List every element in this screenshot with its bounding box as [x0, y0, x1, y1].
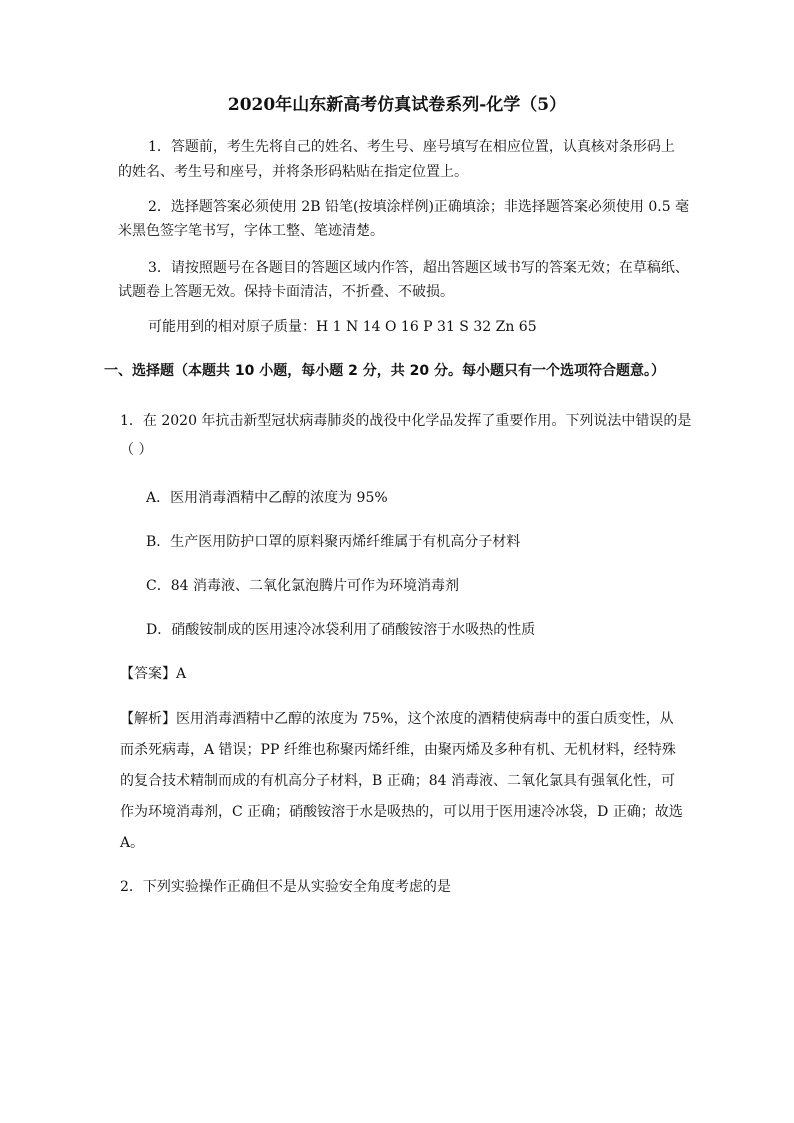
- q1-option-b: B．生产医用防护口罩的原料聚丙烯纤维属于有机高分子材料: [146, 534, 521, 550]
- instruction-2-line-2: 米黑色签字笔书写，字体工整、笔迹清楚。: [118, 223, 384, 239]
- q1-analysis-line-3: 的复合技术精制而成的有机高分子材料，B 正确；84 消毒液、二氧化氯具有强氧化性，可: [120, 773, 676, 789]
- instruction-1-line-1: 1．答题前，考生先将自己的姓名、考生号、座号填写在相应位置，认真核对条形码上: [148, 139, 675, 155]
- q1-option-d: D．硝酸铵制成的医用速冷冰袋利用了硝酸铵溶于水吸热的性质: [146, 622, 536, 638]
- q1-analysis-line-5: A。: [120, 835, 145, 851]
- instruction-2-line-1: 2．选择题答案必须使用 2B 铅笔(按填涂样例)正确填涂；非选择题答案必须使用 0.5 毫: [148, 199, 690, 215]
- q1-answer: 【答案】A: [120, 666, 187, 682]
- q1-analysis-line-4: 作为环境消毒剂，C 正确；硝酸铵溶于水是吸热的，可以用于医用速冷冰袋，D 正确；故选: [120, 804, 683, 820]
- q2-stem-line-1: 2．下列实验操作正确但不是从实验安全角度考虑的是: [120, 879, 451, 895]
- q1-stem-line-2: （ ）: [120, 442, 153, 458]
- q1-analysis-line-1: 【解析】医用消毒酒精中乙醇的浓度为 75%，这个浓度的酒精使病毒中的蛋白质变性，从: [120, 711, 674, 727]
- q1-analysis-line-2: 而杀死病毒，A 错误；PP 纤维也称聚丙烯纤维，由聚丙烯及多种有机、无机材料，经特殊: [120, 742, 676, 758]
- q1-option-c: C．84 消毒液、二氧化氯泡腾片可作为环境消毒剂: [146, 578, 459, 594]
- page-title: 2020年山东新高考仿真试卷系列-化学（5）: [227, 95, 567, 115]
- section-heading: 一、选择题（本题共 10 小题，每小题 2 分，共 20 分。每小题只有一个选项符合题意。）: [104, 363, 665, 379]
- instruction-3-line-1: 3．请按照题号在各题目的答题区域内作答，超出答题区域书写的答案无效；在草稿纸、: [148, 260, 689, 276]
- instruction-3-line-2: 试题卷上答题无效。保持卡面清洁，不折叠、不破损。: [118, 284, 454, 300]
- q1-option-a: A．医用消毒酒精中乙醇的浓度为 95%: [146, 490, 388, 506]
- instruction-1-line-2: 的姓名、考生号和座号，并将条形码粘贴在指定位置上。: [118, 164, 468, 180]
- q1-stem-line-1: 1．在 2020 年抗击新型冠状病毒肺炎的战役中化学品发挥了重要作用。下列说法中错误的是: [120, 413, 692, 429]
- atomic-masses: 可能用到的相对原子质量：H 1 N 14 O 16 P 31 S 32 Zn 65: [148, 319, 537, 335]
